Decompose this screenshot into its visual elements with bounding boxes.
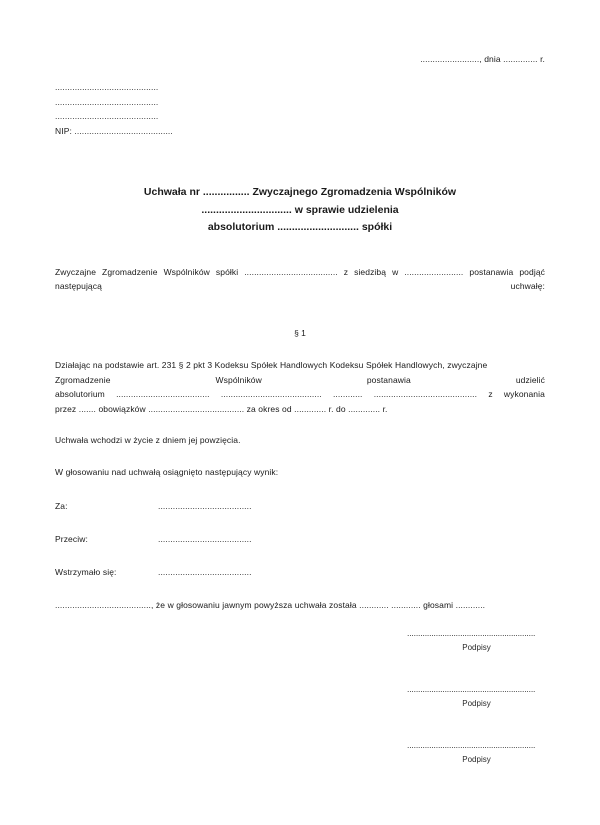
company-detail-line-2: ..........................................	[55, 96, 159, 107]
final-statement: ......................................., że w głosowaniu jawnym powyższa uchwała została ............ ............ głosami ............	[55, 600, 486, 610]
resolution-body-line-2	[55, 373, 545, 388]
signature-area	[407, 628, 546, 796]
signature-line-2: ..........................................................	[407, 684, 536, 694]
resolution-word-z: z	[488, 389, 493, 399]
signature-block-2	[407, 684, 546, 711]
resolution-word-udzielic: udzielić	[515, 374, 545, 385]
vote-label-wstrzymalo-sie: Wstrzymało się:	[55, 567, 117, 577]
resolution-body-line-3	[55, 387, 545, 402]
resolution-word-postanawia: postanawia	[366, 374, 411, 385]
resolution-body-line-1: Działając na podstawie art. 231 § 2 pkt 3 Kodeksu Spółek Handlowych Kodeksu Spółek Handlowych, zwyczajne	[55, 360, 488, 370]
title-line-1: Uchwała nr ................ Zwyczajnego Zgromadzenia Wspólników	[143, 186, 457, 198]
absolutorium-blank-4: ..........................................	[373, 389, 478, 399]
document-content	[55, 0, 545, 613]
resolution-word-wspolnikow: Wspólników	[215, 374, 262, 385]
vote-row-za	[55, 499, 545, 513]
resolution-word-zgromadzenie: Zgromadzenie	[55, 374, 111, 385]
document-title	[55, 184, 545, 237]
resolution-word-wykonania: wykonania	[503, 389, 545, 399]
signature-caption-2: Podpisy	[462, 699, 491, 708]
signature-line-1: ..........................................................	[407, 628, 536, 638]
vote-value-wstrzymalo-sie: ......................................	[158, 567, 252, 577]
resolution-body	[55, 358, 545, 416]
company-detail-line-1: ..........................................	[55, 82, 159, 92]
absolutorium-label: absolutorium	[55, 389, 105, 399]
resolution-body-line-4: przez ....... obowiązków ....................................... za okres od ............. r. do ............. r.	[55, 403, 388, 414]
signature-line-3: ..........................................................	[407, 740, 536, 750]
absolutorium-blank-3: ............	[332, 389, 363, 399]
title-line-2: ............................... w sprawie udzielenia	[201, 203, 399, 216]
effective-date-clause: Uchwała wchodzi w życie z dniem jej powzięcia.	[55, 435, 241, 445]
signature-caption-1: Podpisy	[462, 643, 491, 652]
company-detail-line-3: ..........................................	[55, 111, 159, 121]
signature-block-1	[407, 628, 546, 655]
vote-label-za: Za:	[55, 501, 68, 511]
absolutorium-blank-1: ......................................	[116, 389, 210, 399]
company-details-block	[55, 80, 545, 138]
nip-line: NIP: ........................................	[55, 125, 173, 136]
vote-row-przeciw	[55, 532, 545, 546]
date-place-line: ........................, dnia .............. r.	[420, 54, 545, 64]
voting-results	[55, 499, 545, 579]
vote-row-wstrzymalo-sie	[55, 565, 545, 579]
voting-intro: W głosowaniu nad uchwałą osiągnięto następujący wynik:	[55, 466, 279, 477]
section-marker: § 1	[294, 328, 306, 338]
vote-label-przeciw: Przeciw:	[55, 534, 88, 544]
intro-paragraph: Zwyczajne Zgromadzenie Wspólników spółki ...................................... z siedzibą w ........................ postanawia podjąć następującą uchwałę:	[55, 266, 545, 291]
vote-value-przeciw: ......................................	[158, 534, 252, 544]
signature-caption-3: Podpisy	[462, 755, 491, 764]
vote-value-za: ......................................	[158, 501, 252, 511]
absolutorium-blank-2: .........................................	[220, 389, 322, 399]
signature-block-3	[407, 740, 546, 767]
title-line-3: absolutorium ............................ spółki	[207, 221, 393, 233]
